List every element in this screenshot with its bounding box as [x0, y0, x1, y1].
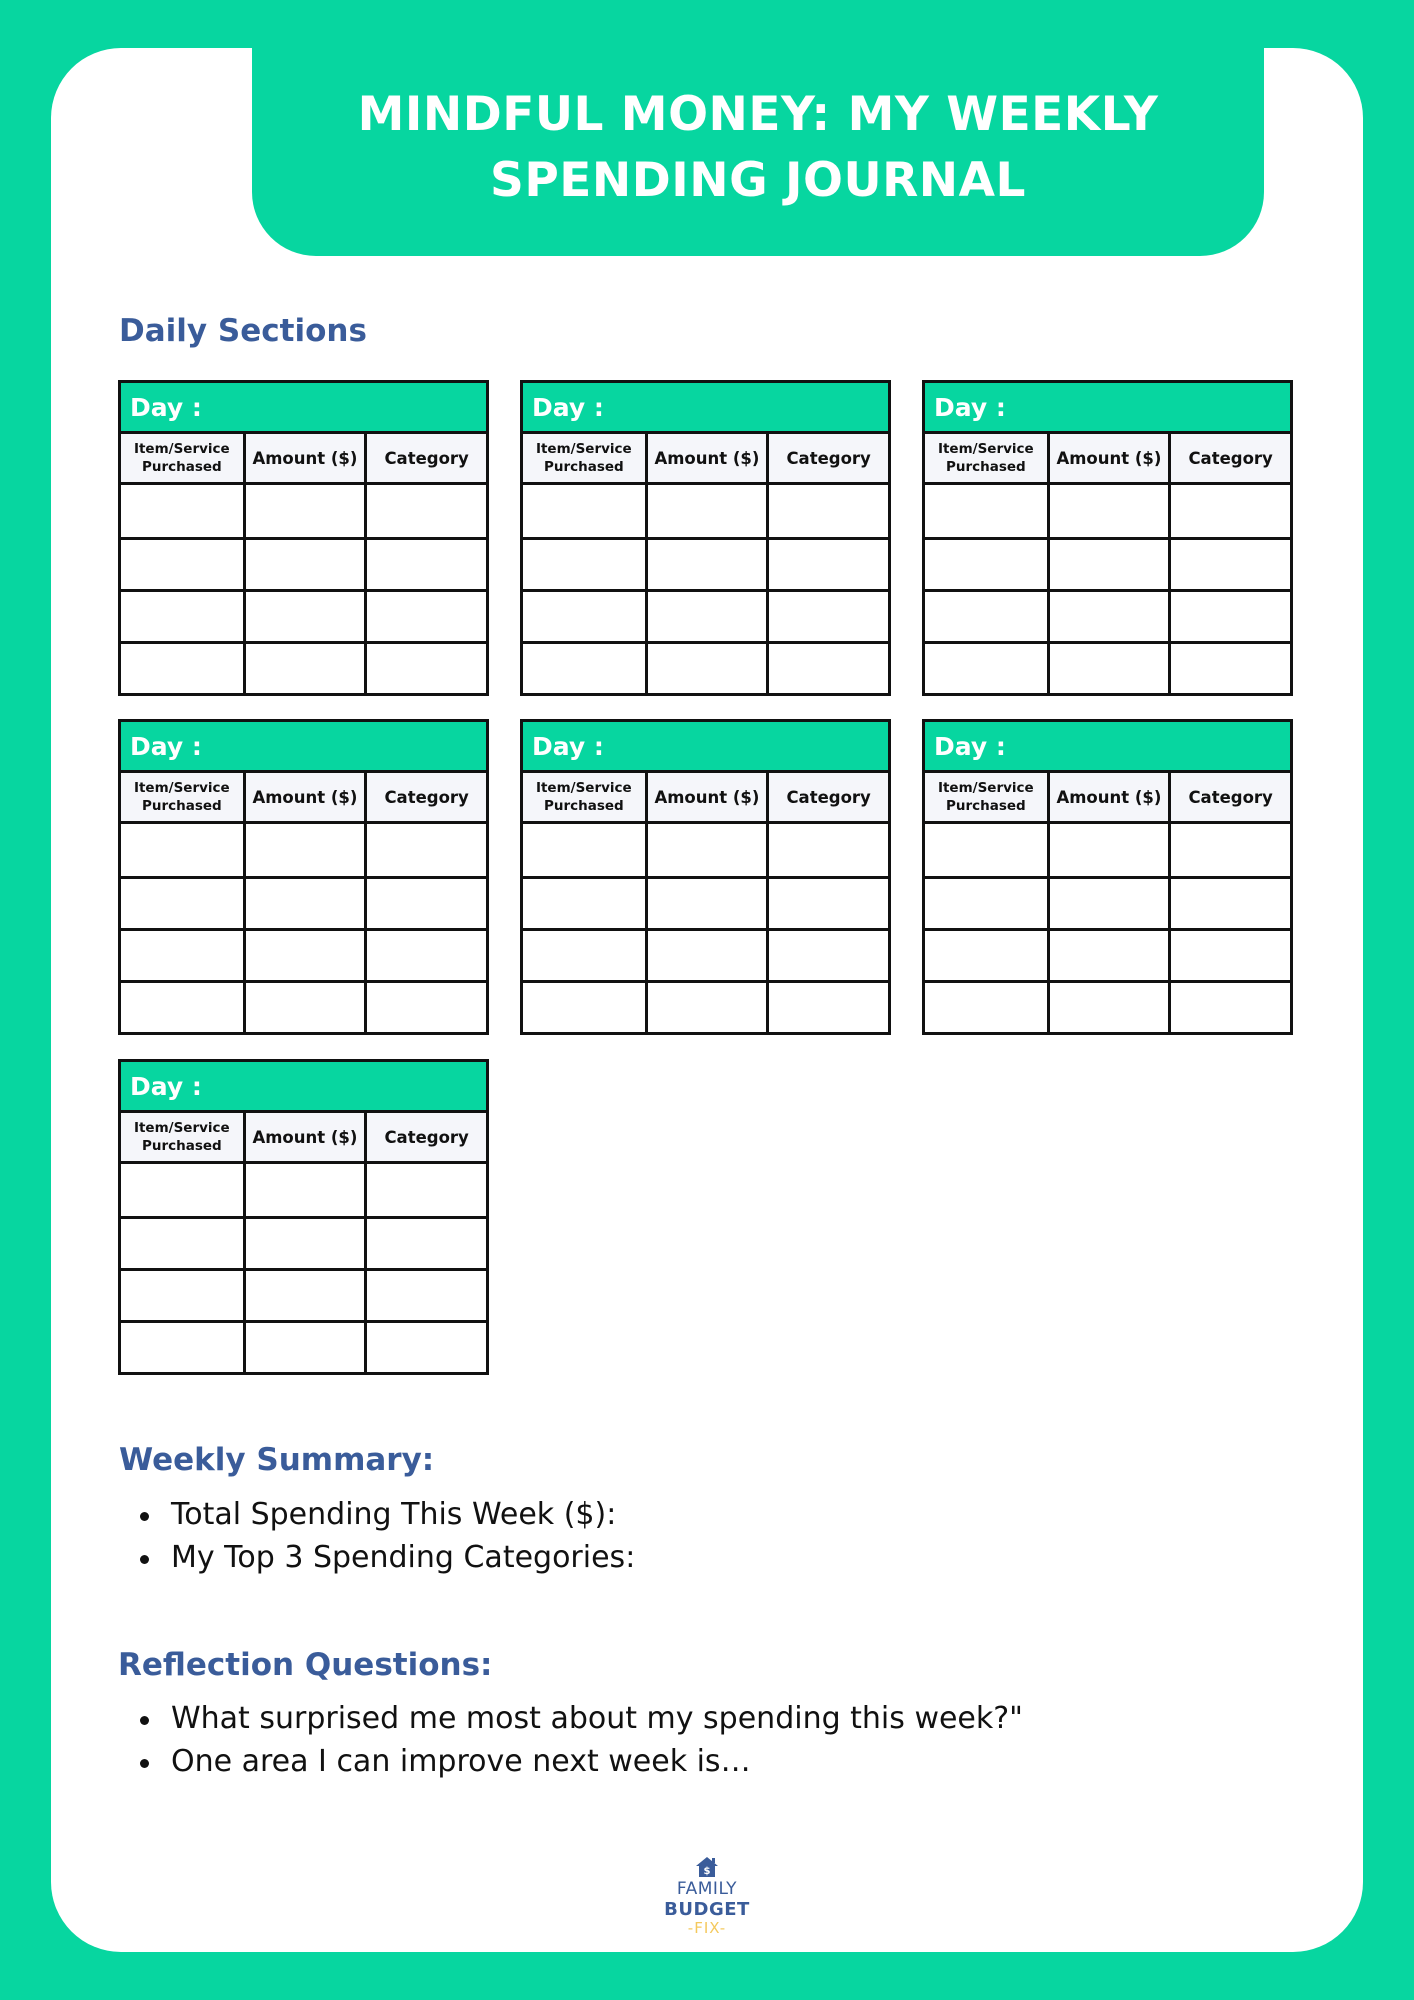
day-label: Day :	[121, 1062, 486, 1113]
column-header-amount: Amount ($)	[645, 773, 767, 821]
table-cell[interactable]	[766, 540, 888, 589]
column-header-category: Category	[364, 434, 486, 482]
logo-text-fix: -FIX-	[687, 1919, 727, 1937]
table-cell[interactable]	[925, 592, 1047, 641]
table-cell[interactable]	[121, 1219, 243, 1268]
table-cell[interactable]	[364, 824, 486, 876]
table-cell[interactable]	[364, 1219, 486, 1268]
column-header-item: Item/Service Purchased	[535, 441, 632, 475]
table-cell[interactable]	[243, 540, 365, 589]
table-cell[interactable]	[925, 644, 1047, 693]
table-cell[interactable]	[121, 931, 243, 980]
column-header-category: Category	[766, 773, 888, 821]
column-header-amount: Amount ($)	[645, 434, 767, 482]
table-cell[interactable]	[121, 485, 243, 537]
table-cell[interactable]	[243, 983, 365, 1032]
table-row	[523, 485, 888, 537]
page-title-line-1: MINDFUL MONEY: MY WEEKLY	[357, 87, 1159, 142]
table-cell[interactable]	[766, 824, 888, 876]
table-row	[121, 1268, 486, 1320]
table-row	[925, 928, 1290, 980]
table-cell[interactable]	[766, 879, 888, 928]
table-row	[925, 589, 1290, 641]
table-cell[interactable]	[364, 592, 486, 641]
day-label: Day :	[121, 383, 486, 434]
reflection-questions-heading: Reflection Questions:	[118, 1647, 493, 1683]
table-cell[interactable]	[523, 644, 645, 693]
table-cell[interactable]	[645, 592, 767, 641]
table-cell[interactable]	[1168, 592, 1290, 641]
table-row	[523, 876, 888, 928]
table-row	[121, 589, 486, 641]
daily-sections-heading: Daily Sections	[119, 313, 367, 349]
table-row	[121, 641, 486, 693]
table-cell[interactable]	[925, 931, 1047, 980]
table-cell[interactable]	[121, 879, 243, 928]
reflection-questions-list	[136, 1697, 1023, 1783]
column-header-row	[523, 773, 888, 824]
table-cell[interactable]	[1047, 540, 1169, 589]
table-cell[interactable]	[364, 931, 486, 980]
svg-text:$: $	[703, 1866, 711, 1877]
column-header-amount: Amount ($)	[243, 434, 365, 482]
table-cell[interactable]	[645, 931, 767, 980]
table-cell[interactable]	[364, 879, 486, 928]
table-cell[interactable]	[925, 485, 1047, 537]
column-header-category: Category	[1168, 773, 1290, 821]
table-cell[interactable]	[1047, 879, 1169, 928]
table-cell[interactable]	[925, 824, 1047, 876]
column-header-item: Item/Service Purchased	[133, 1120, 230, 1154]
table-cell[interactable]	[243, 1271, 365, 1320]
day-table	[118, 380, 489, 696]
weekly-summary-heading: Weekly Summary:	[119, 1442, 435, 1478]
logo-text-budget: BUDGET	[664, 1899, 750, 1920]
table-cell[interactable]	[121, 983, 243, 1032]
table-cell[interactable]	[364, 540, 486, 589]
table-cell[interactable]	[1047, 983, 1169, 1032]
table-row	[121, 1216, 486, 1268]
column-header-item: Item/Service Purchased	[937, 441, 1034, 475]
table-cell[interactable]	[766, 931, 888, 980]
table-cell[interactable]	[1168, 983, 1290, 1032]
table-cell[interactable]	[766, 644, 888, 693]
column-header-category: Category	[1168, 434, 1290, 482]
table-cell[interactable]	[364, 983, 486, 1032]
table-cell[interactable]	[523, 983, 645, 1032]
table-row	[523, 589, 888, 641]
day-label: Day :	[523, 722, 888, 773]
column-header-item: Item/Service Purchased	[535, 780, 632, 814]
table-cell[interactable]	[925, 879, 1047, 928]
family-budget-fix-logo	[640, 1855, 774, 1947]
table-cell[interactable]	[645, 824, 767, 876]
table-cell[interactable]	[121, 824, 243, 876]
table-cell[interactable]	[364, 1164, 486, 1216]
column-header-row	[121, 1113, 486, 1164]
table-cell[interactable]	[766, 592, 888, 641]
table-cell[interactable]	[243, 1219, 365, 1268]
table-row	[121, 1164, 486, 1216]
table-cell[interactable]	[925, 540, 1047, 589]
table-row	[121, 876, 486, 928]
table-row	[925, 641, 1290, 693]
table-cell[interactable]	[121, 592, 243, 641]
table-cell[interactable]	[1168, 644, 1290, 693]
day-label: Day :	[925, 383, 1290, 434]
table-cell[interactable]	[1047, 592, 1169, 641]
table-cell[interactable]	[1168, 540, 1290, 589]
table-cell[interactable]	[364, 1271, 486, 1320]
column-header-category: Category	[766, 434, 888, 482]
column-header-row	[121, 434, 486, 485]
table-cell[interactable]	[364, 1323, 486, 1372]
table-cell[interactable]	[523, 879, 645, 928]
column-header-row	[925, 773, 1290, 824]
table-row	[925, 980, 1290, 1032]
table-cell[interactable]	[645, 644, 767, 693]
table-cell[interactable]	[121, 1271, 243, 1320]
table-cell[interactable]	[243, 485, 365, 537]
table-cell[interactable]	[645, 485, 767, 537]
logo-text-family: FAMILY	[676, 1879, 738, 1899]
table-cell[interactable]	[121, 540, 243, 589]
page-title-line-2: SPENDING JOURNAL	[490, 153, 1026, 208]
weekly-summary-list	[136, 1493, 635, 1579]
table-row	[121, 824, 486, 876]
column-header-amount: Amount ($)	[243, 773, 365, 821]
column-header-row	[925, 434, 1290, 485]
column-header-category: Category	[364, 773, 486, 821]
table-cell[interactable]	[243, 592, 365, 641]
table-cell[interactable]	[523, 824, 645, 876]
table-row	[523, 824, 888, 876]
table-cell[interactable]	[766, 983, 888, 1032]
column-header-amount: Amount ($)	[1047, 434, 1169, 482]
table-cell[interactable]	[121, 644, 243, 693]
table-row	[121, 980, 486, 1032]
table-cell[interactable]	[243, 1164, 365, 1216]
day-label: Day :	[925, 722, 1290, 773]
table-row	[121, 485, 486, 537]
table-cell[interactable]	[1168, 824, 1290, 876]
column-header-row	[523, 434, 888, 485]
table-cell[interactable]	[523, 931, 645, 980]
table-cell[interactable]	[1047, 644, 1169, 693]
table-cell[interactable]	[121, 1323, 243, 1372]
table-cell[interactable]	[645, 540, 767, 589]
table-cell[interactable]	[1047, 485, 1169, 537]
table-row	[523, 980, 888, 1032]
table-cell[interactable]	[1047, 824, 1169, 876]
table-cell[interactable]	[1168, 931, 1290, 980]
table-cell[interactable]	[121, 1164, 243, 1216]
table-row	[925, 876, 1290, 928]
table-row	[121, 537, 486, 589]
title-banner	[252, 48, 1264, 256]
day-table	[520, 380, 891, 696]
table-cell[interactable]	[243, 1323, 365, 1372]
table-cell[interactable]	[523, 592, 645, 641]
list-item: Total Spending This Week ($):	[136, 1493, 635, 1536]
list-item: One area I can improve next week is…	[136, 1740, 1023, 1783]
table-cell[interactable]	[645, 879, 767, 928]
day-table	[922, 380, 1293, 696]
list-item: What surprised me most about my spending this week?"	[136, 1697, 1023, 1740]
table-row	[523, 537, 888, 589]
table-cell[interactable]	[243, 824, 365, 876]
table-cell[interactable]	[364, 485, 486, 537]
column-header-amount: Amount ($)	[243, 1113, 365, 1161]
day-table	[520, 719, 891, 1035]
table-cell[interactable]	[523, 540, 645, 589]
table-row	[523, 928, 888, 980]
day-table	[922, 719, 1293, 1035]
table-row	[523, 641, 888, 693]
table-cell[interactable]	[766, 485, 888, 537]
day-table	[118, 1059, 489, 1375]
table-cell[interactable]	[243, 644, 365, 693]
day-label: Day :	[121, 722, 486, 773]
column-header-amount: Amount ($)	[1047, 773, 1169, 821]
day-table	[118, 719, 489, 1035]
column-header-item: Item/Service Purchased	[937, 780, 1034, 814]
column-header-item: Item/Service Purchased	[133, 441, 230, 475]
table-row	[121, 928, 486, 980]
table-row	[925, 824, 1290, 876]
table-cell[interactable]	[1168, 879, 1290, 928]
table-cell[interactable]	[243, 879, 365, 928]
table-cell[interactable]	[1047, 931, 1169, 980]
table-row	[925, 485, 1290, 537]
table-cell[interactable]	[243, 931, 365, 980]
table-cell[interactable]	[925, 983, 1047, 1032]
column-header-category: Category	[364, 1113, 486, 1161]
column-header-item: Item/Service Purchased	[133, 780, 230, 814]
list-item: My Top 3 Spending Categories:	[136, 1536, 635, 1579]
table-cell[interactable]	[1168, 485, 1290, 537]
table-cell[interactable]	[523, 485, 645, 537]
table-cell[interactable]	[364, 644, 486, 693]
table-row	[121, 1320, 486, 1372]
house-dollar-icon	[694, 1855, 720, 1879]
column-header-row	[121, 773, 486, 824]
day-label: Day :	[523, 383, 888, 434]
table-row	[925, 537, 1290, 589]
table-cell[interactable]	[645, 983, 767, 1032]
